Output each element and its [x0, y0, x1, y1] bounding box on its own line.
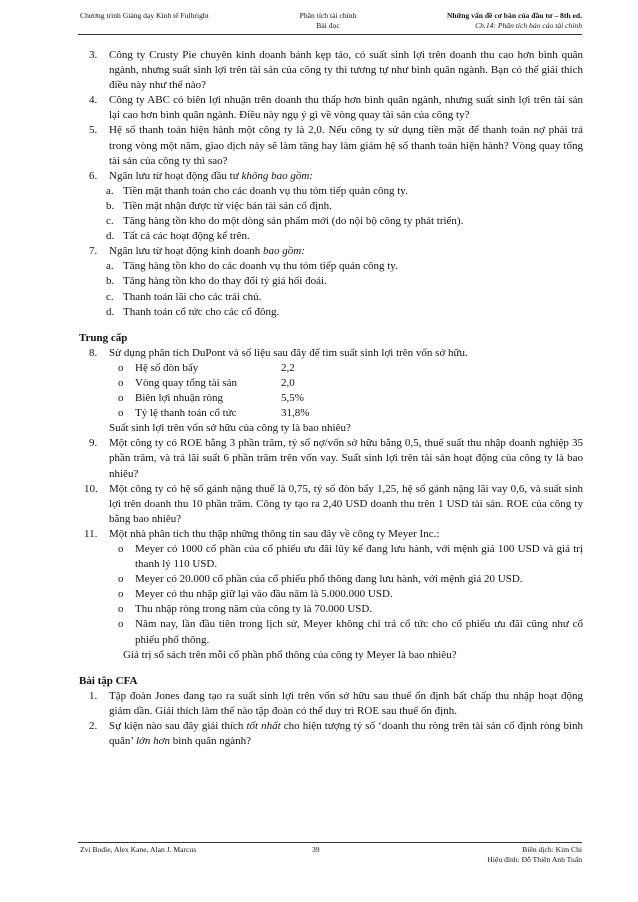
data-row	[79, 361, 583, 376]
footer-rule	[78, 842, 582, 843]
header-left: Chương trình Giảng dạy Kinh tế Fulbright	[80, 11, 209, 20]
option-letter: a.	[106, 184, 114, 197]
data-row	[79, 406, 583, 421]
bullet: o	[118, 543, 124, 555]
page-number: 39	[312, 845, 320, 854]
bullet-text: Thu nhập ròng trong năm của công ty là 70.000 USD.	[135, 603, 373, 616]
question-text: Một công ty có hệ số gánh nặng thuế là 0,75, tỷ số đòn bẩy 1,25, hệ số gánh nặng lãi vay 0,6, và suất sinh lợi trên doanh thu 10 phần trăm. Công ty tạo ra 2,40 USD doanh thu trên 1 USD tài sản. ROE của công ty bằng bao nhiêu?	[109, 482, 583, 525]
question-4	[79, 93, 583, 123]
question-number: 1.	[89, 689, 98, 702]
option-row	[79, 274, 583, 289]
question-text: Tập đoàn Jones đang tạo ra suất sinh lợi trên vốn sở hữu sau thuế ổn định bất chấp thu nhập hoạt động giảm dần. Giải thích làm thế nào tập đoàn có thể duy trì ROE sau thuế ổn định.	[109, 689, 583, 717]
option-row	[79, 305, 583, 320]
data-value: 5,5%	[281, 392, 304, 405]
option-text: Tiền mặt thanh toán cho các doanh vụ thu tóm tiếp quản công ty.	[123, 184, 408, 197]
header-rule	[78, 34, 582, 35]
question-3	[79, 48, 583, 93]
question-text: bình quân ngành?	[170, 735, 251, 748]
question-emphasis: lớn hơn	[135, 735, 171, 748]
header-center-line2: Bài đọc	[316, 21, 340, 30]
option-letter: b.	[106, 199, 115, 212]
question-number: 4.	[89, 94, 98, 107]
question-number: 6.	[89, 169, 98, 182]
question-number: 11.	[84, 527, 98, 540]
question-9	[79, 436, 583, 481]
question-number: 5.	[89, 124, 98, 137]
data-value: 2,0	[281, 376, 295, 389]
question-text: Sử dụng phân tích DuPont và số liệu sau đây để tìm suất sinh lợi trên vốn sở hữu.	[109, 346, 468, 359]
question-number: 10.	[84, 482, 98, 495]
header-right-line1: Những vấn đề cơ bản của đầu tư – 8th ed.	[446, 11, 582, 20]
bullet-text: Meyer có thu nhập giữ lại vào đầu năm là 5.000.000 USD.	[135, 588, 393, 601]
bullet: o	[118, 588, 124, 601]
question-text: Một công ty có ROE bằng 3 phần trăm, tỷ số nợ/vốn sở hữu bằng 0,5, thuế suất thu nhập doanh nghiệp 35 phần trăm, và trả lãi suất 6 phần trăm trên vốn vay. Suất sinh lợi trên tài sản hoạt động của công ty là bao nhiêu?	[109, 437, 583, 480]
option-letter: c.	[106, 215, 114, 228]
footer-translator: Biên dịch: Kim Chi	[522, 845, 582, 854]
question-emphasis: bao gồm:	[263, 245, 305, 258]
question-11	[79, 527, 583, 542]
info-bullet	[79, 602, 583, 617]
data-value: 2,2	[281, 361, 295, 374]
question-7	[79, 244, 583, 259]
question-text: Hệ số thanh toán hiện hành một công ty là 2,0. Nếu công ty sử dụng tiền mặt để thanh toán nợ phải trả trong vòng một năm, giao dịch này sẽ làm tăng hay làm giảm hệ số thanh toán hiện hành? Vòng quay tổng tài sản của công ty thì sao?	[109, 124, 583, 167]
data-row	[79, 391, 583, 406]
bullet: o	[118, 603, 124, 616]
question-text: Sự kiện nào sau đây giải thích	[109, 720, 247, 733]
data-label: Tỷ lệ thanh toán cổ tức	[135, 407, 237, 420]
question-text: Công ty Crusty Pie chuyên kinh doanh bánh kẹp táo, có suất sinh lợi trên doanh thu cao hơn bình quân ngành, nhưng suất sinh lợi trên tài sản của công ty thì tương tự như bình quân ngành. Bạn có thể giải thích điều này như thế nào?	[109, 49, 583, 92]
footer-authors: Zvi Bodie, Alex Kane, Alan J. Marcus	[80, 845, 197, 854]
header-right-line2: Ch.14: Phân tích báo cáo tài chính	[475, 21, 582, 30]
data-row	[79, 376, 583, 391]
option-row	[79, 259, 583, 274]
bullet: o	[118, 392, 124, 405]
info-bullet	[79, 617, 583, 647]
header-center	[283, 11, 373, 31]
info-bullet	[79, 572, 583, 587]
data-label: Biên lợi nhuận ròng	[135, 392, 223, 405]
option-text: Tăng hàng tồn kho do một dòng sản phẩm mới (do nội bộ công ty phát triển).	[123, 215, 464, 228]
option-text: Thanh toán lãi cho các trái chủ.	[123, 290, 262, 303]
footer-editor: Hiệu đính: Đỗ Thiên Anh Tuấn	[487, 855, 582, 864]
question-emphasis: không bao gồm:	[241, 169, 313, 182]
option-row	[79, 199, 583, 214]
question-prompt: Giá trị sổ sách trên mỗi cổ phần phổ thông của công ty Meyer là bao nhiêu?	[123, 648, 457, 661]
question-text: Ngân lưu từ hoạt động kinh doanh	[109, 245, 263, 258]
bullet-text: Meyer có 1000 cổ phần của cổ phiếu ưu đãi lũy kế đang lưu hành, với mệnh giá 100 USD và giá trị thanh lý 110 USD.	[135, 543, 583, 571]
question-number: 2.	[89, 720, 98, 733]
question-6	[79, 169, 583, 184]
option-letter: b.	[106, 275, 115, 288]
option-letter: c.	[106, 290, 114, 303]
question-number: 9.	[89, 437, 98, 450]
option-letter: a.	[106, 260, 114, 273]
option-text: Tăng hàng tồn kho do thay đổi tỷ giá hối đoái.	[123, 275, 327, 288]
question-10	[79, 482, 583, 527]
bullet: o	[118, 376, 124, 389]
bullet: o	[118, 407, 124, 420]
option-letter: d.	[106, 305, 115, 318]
option-letter: d.	[106, 230, 115, 243]
question-text: Công ty ABC có biên lợi nhuận trên doanh thu thấp hơn bình quân ngành, nhưng suất sinh lợi trên tài sản lại cao hơn bình quân ngành. Điều này ngụ ý gì về vòng quay tài sản của công ty?	[109, 94, 583, 122]
section-heading-cfa: Bài tập CFA	[79, 674, 138, 687]
cfa-question-2	[79, 719, 583, 749]
bullet-text: Meyer có 20.000 cổ phần của cổ phiếu phổ thông đang lưu hành, với mệnh giá 20 USD.	[135, 573, 523, 586]
data-value: 31,8%	[281, 407, 310, 420]
option-row	[79, 290, 583, 305]
footer-credits	[487, 845, 582, 865]
question-text: Một nhà phân tích thu thập những thông tin sau đây về công ty Meyer Inc.:	[109, 527, 440, 540]
option-row	[79, 229, 583, 244]
bullet: o	[118, 573, 124, 586]
question-emphasis: tốt nhất	[246, 720, 281, 733]
option-row	[79, 184, 583, 199]
page-content	[79, 48, 583, 749]
bullet: o	[118, 618, 124, 631]
cfa-question-1	[79, 689, 583, 719]
question-number: 3.	[89, 49, 98, 61]
question-text: cho hiện tượng tỷ số ‘doanh thu ròng trên tài sản cố định ròng bình quân’	[109, 720, 584, 748]
section-heading-intermediate: Trung cấp	[79, 331, 128, 344]
option-row	[79, 214, 583, 229]
option-text: Tăng hàng tồn kho do các doanh vụ thu tóm tiếp quản công ty.	[123, 260, 398, 273]
bullet-text: Năm nay, lần đầu tiên trong lịch sử, Meyer không chỉ trả cổ tức cho cổ phiếu ưu đãi cũng như cổ phiếu phổ thông.	[135, 618, 583, 646]
info-bullet	[79, 587, 583, 602]
info-bullet	[79, 542, 583, 572]
question-number: 8.	[89, 346, 98, 359]
data-label: Hệ số đòn bẩy	[135, 361, 199, 374]
option-text: Tất cả các hoạt động kể trên.	[123, 230, 250, 243]
header-right	[447, 11, 582, 31]
question-number: 7.	[89, 245, 98, 258]
bullet: o	[118, 361, 124, 374]
option-text: Tiền mặt nhận được từ việc bán tài sản cố định.	[123, 199, 332, 212]
data-label: Vòng quay tổng tài sản	[135, 376, 238, 389]
question-5	[79, 123, 583, 168]
header-center-line1: Phân tích tài chính	[299, 11, 357, 20]
question-8	[79, 346, 583, 361]
question-prompt: Suất sinh lợi trên vốn sở hữu của công ty là bao nhiêu?	[109, 422, 351, 435]
option-text: Thanh toán cổ tức cho các cổ đông.	[123, 305, 280, 318]
question-text: Ngân lưu từ hoạt động đầu tư	[109, 169, 242, 182]
